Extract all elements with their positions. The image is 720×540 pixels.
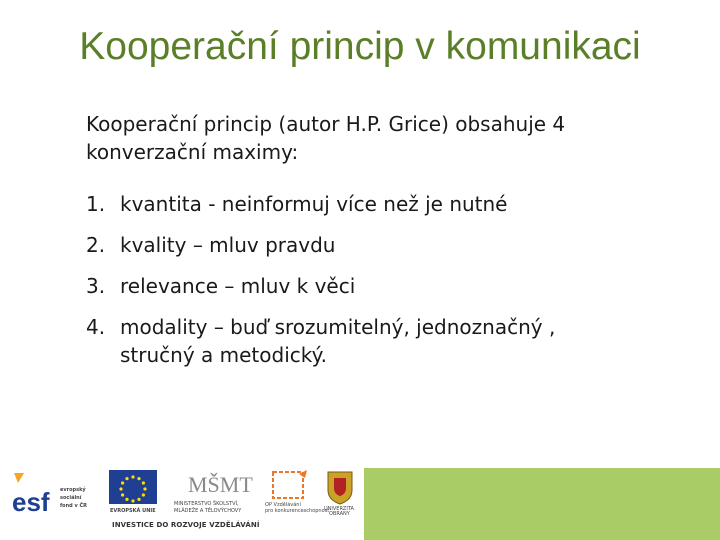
intro-line: Kooperační princip (autor H.P. Grice) obsahuje 4 xyxy=(86,112,566,136)
footer-green-block xyxy=(364,468,720,540)
slide-title: Kooperační princip v komunikaci xyxy=(79,25,641,68)
investice-caption: INVESTICE DO ROZVOJE VZDĚLÁVÁNÍ xyxy=(112,521,260,529)
esf-line: sociální xyxy=(60,495,82,501)
esf-letters: esf xyxy=(12,487,50,517)
esf-line: evropský xyxy=(60,487,86,493)
op-line: OP Vzdělávání xyxy=(265,502,301,508)
intro-paragraph xyxy=(86,110,646,166)
esf-logo xyxy=(10,471,100,517)
maxim-item xyxy=(86,272,646,300)
maxim-text xyxy=(120,313,555,369)
maxim-number: 3. xyxy=(86,274,106,298)
univ-line: UNIVERZITA xyxy=(324,506,354,512)
maxim-number: 1. xyxy=(86,192,106,216)
eu-label: EVROPSKÁ UNIE xyxy=(110,508,156,514)
footer-logo-bar xyxy=(0,466,364,540)
maxim-line: kvantita - neinformuj více než je nutné xyxy=(120,192,508,216)
maxim-item xyxy=(86,313,646,369)
esf-line: fond v ČR xyxy=(60,503,88,509)
maxim-number: 4. xyxy=(86,315,106,339)
eu-flag-logo xyxy=(107,470,159,516)
maxim-item xyxy=(86,231,646,259)
maxims-list xyxy=(86,190,646,369)
intro-line: konverzační maximy: xyxy=(86,140,299,164)
msmt-logo xyxy=(170,468,258,516)
msmt-line: MINISTERSTVO ŠKOLSTVÍ, xyxy=(174,501,239,507)
maxim-line: modality – buď srozumitelný, jednoznačný , xyxy=(120,315,556,339)
maxim-text xyxy=(120,231,335,259)
msmt-line: MLÁDEŽE A TĚLOVÝCHOVY xyxy=(174,508,242,514)
maxim-number: 2. xyxy=(86,233,106,257)
maxim-text xyxy=(120,272,355,300)
university-emblem-logo xyxy=(320,468,360,516)
msmt-letters: MŠMT xyxy=(188,472,253,497)
maxim-text xyxy=(120,190,508,218)
univ-line: OBRANY xyxy=(329,511,350,517)
slide-body xyxy=(86,110,646,382)
maxim-line: stručný a metodický. xyxy=(120,343,327,367)
maxim-line: relevance – mluv k věci xyxy=(120,274,356,298)
maxim-line: kvality – mluv pravdu xyxy=(120,233,336,257)
op-line: pro konkurenceschopnost xyxy=(265,508,330,514)
op-vzdelavani-logo xyxy=(263,468,330,516)
maxim-item xyxy=(86,190,646,218)
